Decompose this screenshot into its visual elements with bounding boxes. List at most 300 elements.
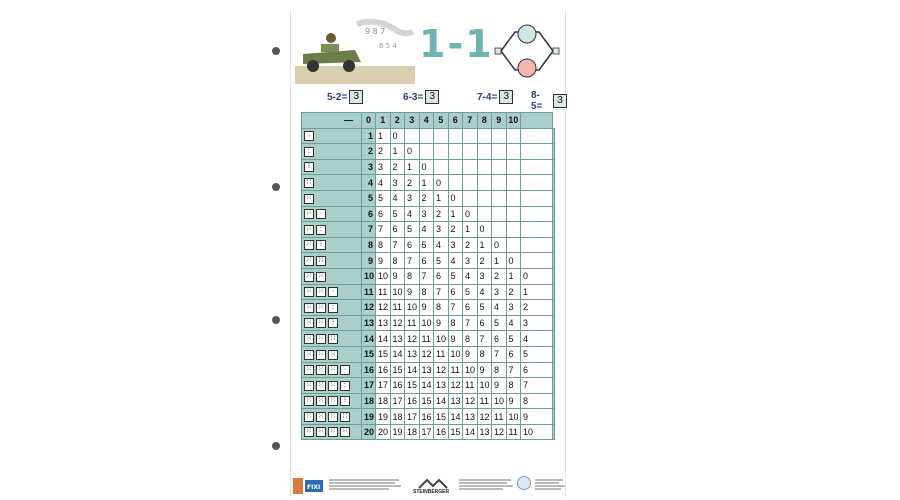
dice-cell — [302, 237, 362, 253]
difference-cell: 14 — [463, 424, 478, 440]
difference-cell: 15 — [448, 424, 463, 440]
fixi-logo — [293, 476, 325, 496]
row-header: 8 — [362, 237, 376, 253]
difference-cell: 9 — [448, 331, 463, 347]
empty-cell — [477, 175, 492, 191]
dice-cell — [302, 222, 362, 238]
die-face-icon: ∷ — [328, 334, 338, 344]
dice-cell — [302, 128, 362, 144]
difference-cell: 11 — [492, 409, 507, 425]
difference-cell: 3 — [434, 222, 449, 238]
difference-cell: 7 — [477, 331, 492, 347]
die-face-icon: ⁙ — [316, 381, 326, 391]
table-row — [302, 222, 555, 238]
difference-cell: 2 — [434, 206, 449, 222]
difference-cell: 0 — [506, 253, 521, 269]
difference-cell: 13 — [390, 331, 405, 347]
difference-cell: 10 — [376, 268, 391, 284]
dice-cell — [302, 409, 362, 425]
difference-cell: 18 — [390, 409, 405, 425]
die-face-icon: ⁙ — [304, 287, 314, 297]
dice-cell — [302, 393, 362, 409]
die-face-icon: ⁙ — [304, 350, 314, 360]
blank-cell — [553, 331, 555, 347]
dice-cell — [302, 315, 362, 331]
die-face-icon: ⁙ — [304, 209, 314, 219]
difference-cell: 2 — [419, 190, 434, 206]
difference-cell: 9 — [390, 268, 405, 284]
difference-cell: 8 — [477, 346, 492, 362]
difference-cell: 9 — [477, 362, 492, 378]
die-face-icon: ⁙ — [316, 318, 326, 328]
row-header: 3 — [362, 159, 376, 175]
difference-cell: 17 — [376, 378, 391, 394]
difference-cell: 16 — [390, 378, 405, 394]
empty-cell — [434, 128, 449, 144]
difference-cell: 1 — [463, 222, 478, 238]
dice-cell — [302, 175, 362, 191]
difference-cell: 5 — [390, 206, 405, 222]
die-face-icon: · — [340, 365, 350, 375]
table-row — [302, 424, 555, 440]
difference-cell: 16 — [376, 362, 391, 378]
row-header: 17 — [362, 378, 376, 394]
header-row — [302, 113, 555, 129]
difference-cell: 10 — [506, 409, 521, 425]
dice-cell — [302, 331, 362, 347]
difference-cell: 1 — [492, 253, 507, 269]
row-header: 1 — [362, 128, 376, 144]
empty-cell — [463, 159, 478, 175]
difference-cell: 7 — [448, 300, 463, 316]
difference-cell: 8 — [521, 393, 553, 409]
difference-cell: 1 — [506, 268, 521, 284]
difference-cell: 6 — [376, 206, 391, 222]
die-face-icon: ⁙ — [304, 427, 314, 437]
difference-cell: 11 — [419, 331, 434, 347]
empty-cell — [434, 159, 449, 175]
publisher-address — [329, 478, 401, 491]
difference-cell: 10 — [492, 393, 507, 409]
difference-cell: 12 — [405, 331, 420, 347]
die-face-icon: ⁙ — [316, 396, 326, 406]
difference-cell: 7 — [419, 268, 434, 284]
difference-cell: 8 — [506, 378, 521, 394]
difference-cell: 14 — [448, 409, 463, 425]
difference-cell: 7 — [434, 284, 449, 300]
example-item — [403, 90, 439, 104]
empty-cell — [521, 253, 553, 269]
column-header: 5 — [434, 113, 449, 129]
difference-cell: 17 — [405, 409, 420, 425]
difference-cell: 13 — [463, 409, 478, 425]
column-header: 3 — [405, 113, 420, 129]
difference-cell: 13 — [419, 362, 434, 378]
difference-cell: 13 — [477, 424, 492, 440]
subtraction-table — [301, 112, 555, 440]
difference-cell: 10 — [477, 378, 492, 394]
difference-cell: 6 — [405, 237, 420, 253]
difference-cell: 15 — [419, 393, 434, 409]
difference-cell: 8 — [376, 237, 391, 253]
difference-cell: 6 — [390, 222, 405, 238]
empty-cell — [506, 144, 521, 160]
difference-cell: 19 — [390, 424, 405, 440]
dice-cell — [302, 144, 362, 160]
difference-cell: 5 — [506, 331, 521, 347]
table-row — [302, 409, 555, 425]
difference-cell: 7 — [492, 346, 507, 362]
empty-cell — [492, 144, 507, 160]
difference-cell: 2 — [448, 222, 463, 238]
blank-cell — [553, 284, 555, 300]
svg-text:6 5 4: 6 5 4 — [379, 42, 397, 50]
dice-cell — [302, 253, 362, 269]
die-face-icon: ⁙ — [304, 381, 314, 391]
difference-cell: 7 — [521, 378, 553, 394]
fixi-logo-text: FIXI — [307, 484, 321, 491]
difference-cell: 6 — [521, 362, 553, 378]
table-row — [302, 346, 555, 362]
dice-cell — [302, 362, 362, 378]
empty-cell — [448, 128, 463, 144]
die-face-icon: · — [316, 209, 326, 219]
worksheet — [290, 10, 566, 497]
empty-cell — [506, 175, 521, 191]
table-row — [302, 393, 555, 409]
difference-cell: 8 — [419, 284, 434, 300]
die-face-icon: ⁙ — [316, 350, 326, 360]
die-face-icon: : — [340, 381, 350, 391]
difference-cell: 9 — [506, 393, 521, 409]
blank-cell — [553, 424, 555, 440]
blank-cell — [553, 378, 555, 394]
difference-cell: 9 — [419, 300, 434, 316]
die-face-icon: ∷ — [316, 256, 326, 266]
row-header: 13 — [362, 315, 376, 331]
empty-cell — [492, 222, 507, 238]
dice-cell — [302, 159, 362, 175]
row-header: 11 — [362, 284, 376, 300]
difference-cell: 4 — [492, 300, 507, 316]
blank-cell — [553, 393, 555, 409]
empty-cell — [521, 190, 553, 206]
dice-cell — [302, 378, 362, 394]
die-face-icon: ⁙ — [316, 334, 326, 344]
die-face-icon: ⁙ — [304, 225, 314, 235]
blank-cell — [553, 237, 555, 253]
die-face-icon: ⁙ — [316, 303, 326, 313]
difference-cell: 4 — [477, 284, 492, 300]
empty-cell — [521, 206, 553, 222]
difference-cell: 15 — [405, 378, 420, 394]
die-face-icon: ⁙ — [316, 272, 326, 282]
table-row — [302, 378, 555, 394]
table-row — [302, 144, 555, 160]
difference-cell: 6 — [492, 331, 507, 347]
column-header: 4 — [419, 113, 434, 129]
row-header: 5 — [362, 190, 376, 206]
difference-cell: 11 — [463, 378, 478, 394]
empty-cell — [521, 128, 553, 144]
die-face-icon: ∷ — [340, 412, 350, 422]
dice-cell — [302, 268, 362, 284]
difference-cell: 4 — [419, 222, 434, 238]
die-face-icon: ⁙ — [328, 427, 338, 437]
example-item — [327, 90, 363, 104]
jeep-illustration — [295, 14, 415, 84]
svg-text:9 8 7: 9 8 7 — [365, 27, 386, 36]
difference-cell: 3 — [506, 300, 521, 316]
difference-cell: 10 — [521, 424, 553, 440]
difference-cell: 4 — [434, 237, 449, 253]
empty-cell — [463, 175, 478, 191]
difference-cell: 2 — [405, 175, 420, 191]
difference-cell: 9 — [376, 253, 391, 269]
difference-cell: 18 — [405, 424, 420, 440]
difference-cell: 11 — [448, 362, 463, 378]
empty-cell — [506, 190, 521, 206]
blank-column — [521, 113, 553, 129]
difference-cell: 6 — [419, 253, 434, 269]
difference-cell: 3 — [477, 268, 492, 284]
difference-cell: 3 — [463, 253, 478, 269]
difference-cell: 16 — [434, 424, 449, 440]
empty-cell — [405, 128, 420, 144]
example-item — [477, 90, 513, 104]
difference-cell: 5 — [448, 268, 463, 284]
page-title: 1-1 — [419, 22, 494, 66]
die-face-icon: ⁙ — [328, 350, 338, 360]
difference-cell: 10 — [448, 346, 463, 362]
die-face-icon: ∷ — [304, 178, 314, 188]
catalog-info — [535, 478, 565, 491]
row-header: 18 — [362, 393, 376, 409]
blank-cell — [553, 175, 555, 191]
die-face-icon: ⁙ — [304, 412, 314, 422]
difference-cell: 4 — [521, 331, 553, 347]
row-header: 14 — [362, 331, 376, 347]
difference-cell: 12 — [477, 409, 492, 425]
difference-cell: 11 — [390, 300, 405, 316]
difference-cell: 0 — [448, 190, 463, 206]
empty-cell — [506, 159, 521, 175]
difference-cell: 12 — [448, 378, 463, 394]
difference-cell: 18 — [376, 393, 391, 409]
difference-cell: 1 — [376, 128, 391, 144]
difference-cell: 12 — [390, 315, 405, 331]
difference-cell: 2 — [506, 284, 521, 300]
empty-cell — [477, 144, 492, 160]
difference-cell: 13 — [405, 346, 420, 362]
difference-cell: 11 — [434, 346, 449, 362]
difference-cell: 17 — [390, 393, 405, 409]
blank-cell — [553, 128, 555, 144]
dice-cell — [302, 300, 362, 316]
punch-hole — [272, 183, 280, 191]
difference-cell: 9 — [521, 409, 553, 425]
difference-cell: 1 — [434, 190, 449, 206]
difference-cell: 5 — [405, 222, 420, 238]
difference-cell: 3 — [419, 206, 434, 222]
empty-cell — [477, 190, 492, 206]
die-face-icon: ⁙ — [304, 334, 314, 344]
empty-cell — [492, 128, 507, 144]
difference-cell: 4 — [405, 206, 420, 222]
difference-cell: 16 — [405, 393, 420, 409]
difference-cell: 4 — [376, 175, 391, 191]
table-row — [302, 284, 555, 300]
difference-cell: 14 — [434, 393, 449, 409]
part-whole-diagram — [491, 18, 563, 84]
blank-cell — [553, 159, 555, 175]
steinberger-logo-text: STEINBERGER — [413, 489, 450, 495]
difference-cell: 11 — [405, 315, 420, 331]
difference-cell: 6 — [448, 284, 463, 300]
difference-cell: 6 — [463, 300, 478, 316]
blank-cell — [553, 206, 555, 222]
difference-cell: 5 — [434, 253, 449, 269]
difference-cell: 8 — [390, 253, 405, 269]
difference-cell: 3 — [390, 175, 405, 191]
difference-cell: 0 — [477, 222, 492, 238]
dice-cell — [302, 424, 362, 440]
die-face-icon: ⁙ — [316, 287, 326, 297]
blank-cell — [553, 300, 555, 316]
punch-hole — [272, 316, 280, 324]
die-face-icon: ⁝ — [328, 318, 338, 328]
difference-cell: 7 — [376, 222, 391, 238]
blank-cell — [553, 253, 555, 269]
difference-cell: 4 — [390, 190, 405, 206]
punch-hole — [272, 47, 280, 55]
difference-cell: 5 — [376, 190, 391, 206]
difference-cell: 3 — [492, 284, 507, 300]
difference-cell: 11 — [506, 424, 521, 440]
example-row — [291, 90, 567, 110]
row-header: 9 — [362, 253, 376, 269]
row-header: 2 — [362, 144, 376, 160]
difference-cell: 12 — [419, 346, 434, 362]
punch-hole — [272, 442, 280, 450]
difference-cell: 10 — [390, 284, 405, 300]
difference-cell: 3 — [376, 159, 391, 175]
die-face-icon: ⁙ — [328, 396, 338, 406]
difference-cell: 12 — [492, 424, 507, 440]
empty-cell — [492, 175, 507, 191]
difference-cell: 12 — [376, 300, 391, 316]
difference-cell: 11 — [376, 284, 391, 300]
empty-cell — [492, 159, 507, 175]
row-header: 15 — [362, 346, 376, 362]
example-answer-box: 3 — [349, 90, 363, 104]
row-header: 19 — [362, 409, 376, 425]
die-face-icon: ⁙ — [304, 303, 314, 313]
die-face-icon: · — [328, 287, 338, 297]
example-answer-box: 3 — [425, 90, 439, 104]
difference-cell: 0 — [405, 144, 420, 160]
empty-cell — [506, 222, 521, 238]
difference-cell: 19 — [376, 409, 391, 425]
difference-cell: 16 — [419, 409, 434, 425]
table-row — [302, 315, 555, 331]
row-header: 4 — [362, 175, 376, 191]
difference-cell: 1 — [521, 284, 553, 300]
difference-cell: 12 — [434, 362, 449, 378]
blank-cell — [553, 346, 555, 362]
die-face-icon: ⁙ — [304, 318, 314, 328]
dice-cell — [302, 190, 362, 206]
column-header: 7 — [463, 113, 478, 129]
empty-cell — [477, 128, 492, 144]
difference-cell: 5 — [477, 300, 492, 316]
difference-cell: 1 — [419, 175, 434, 191]
difference-cell: 10 — [434, 331, 449, 347]
column-header: 6 — [448, 113, 463, 129]
column-header: 2 — [390, 113, 405, 129]
difference-cell: 10 — [405, 300, 420, 316]
difference-cell: 7 — [405, 253, 420, 269]
difference-cell: 3 — [448, 237, 463, 253]
difference-cell: 5 — [521, 346, 553, 362]
difference-cell: 14 — [405, 362, 420, 378]
difference-cell: 11 — [477, 393, 492, 409]
row-header: 12 — [362, 300, 376, 316]
empty-cell — [463, 128, 478, 144]
empty-cell — [434, 144, 449, 160]
column-header: 0 — [362, 113, 376, 129]
empty-cell — [463, 190, 478, 206]
difference-cell: 9 — [492, 378, 507, 394]
example-item — [531, 90, 567, 112]
empty-cell — [521, 144, 553, 160]
die-face-icon: : — [316, 225, 326, 235]
example-expression: 8-5= — [531, 90, 543, 112]
column-header: 9 — [492, 113, 507, 129]
difference-cell: 0 — [434, 175, 449, 191]
difference-cell: 2 — [521, 300, 553, 316]
empty-cell — [521, 222, 553, 238]
difference-cell: 12 — [463, 393, 478, 409]
die-face-icon: ⁙ — [304, 240, 314, 250]
difference-cell: 9 — [434, 315, 449, 331]
blank-cell — [553, 222, 555, 238]
die-face-icon: ⁙ — [328, 381, 338, 391]
die-face-icon: ⁙ — [304, 272, 314, 282]
example-expression: 5-2= — [327, 91, 348, 103]
difference-cell: 5 — [492, 315, 507, 331]
blank-cell — [553, 190, 555, 206]
die-face-icon: ⁙ — [304, 396, 314, 406]
difference-cell: 7 — [463, 315, 478, 331]
difference-cell: 1 — [390, 144, 405, 160]
quality-seal-icon — [517, 476, 531, 490]
die-face-icon: ⁙ — [304, 365, 314, 375]
difference-cell: 13 — [376, 315, 391, 331]
difference-cell: 14 — [376, 331, 391, 347]
example-answer-box: 3 — [499, 90, 513, 104]
empty-cell — [419, 144, 434, 160]
difference-cell: 6 — [506, 346, 521, 362]
footer — [291, 476, 567, 496]
empty-cell — [477, 206, 492, 222]
difference-cell: 13 — [434, 378, 449, 394]
minus-symbol: — — [302, 113, 362, 129]
dice-cell — [302, 346, 362, 362]
difference-cell: 10 — [419, 315, 434, 331]
die-face-icon: · — [304, 131, 314, 141]
die-face-icon: ⁙ — [304, 194, 314, 204]
